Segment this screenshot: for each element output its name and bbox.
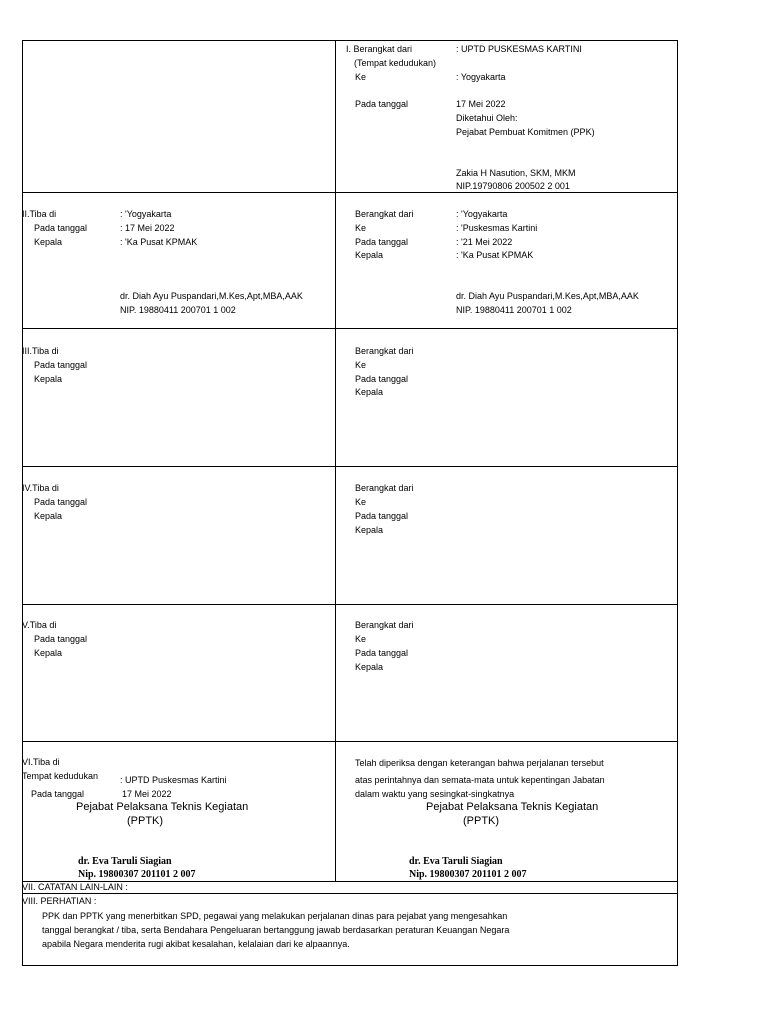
- section-divider: [22, 328, 678, 329]
- label-departure-from: Berangkat dari: [355, 483, 414, 493]
- label-date: Pada tanggal: [355, 237, 409, 247]
- label-head: Kepala: [34, 511, 63, 521]
- label-date: Pada tanggal: [355, 99, 409, 109]
- attention-text-line-2: tanggal berangkat / tiba, serta Bendahara Pengeluaran bertanggung jawab berdasarkan peraturan Keuangan Negara: [42, 925, 510, 935]
- value-date: : 17 Mei 2022: [120, 223, 175, 233]
- official-title: Pejabat Pelaksana Teknis Kegiatan: [76, 801, 249, 813]
- label-to: Ke: [355, 223, 367, 233]
- verification-text-line-2: atas perintahnya dan semata-mata untuk kepentingan Jabatan: [355, 775, 605, 785]
- label-head: Kepala: [34, 237, 63, 247]
- verification-text-line-3: dalam waktu yang sesingkat-singkatnya: [355, 789, 515, 799]
- label-home-base: (Tempat kedudukan): [354, 58, 437, 68]
- label-arrive-at: V.Tiba di: [22, 620, 57, 630]
- attention-text-line-3: apabila Negara menderita rugi akibat kesalahan, kelalaian dari ke alpaannya.: [42, 939, 350, 949]
- value-departure-from: : 'Yogyakarta: [456, 209, 508, 219]
- label-departure-from: I. Berangkat dari: [346, 44, 413, 54]
- label-date: Pada tanggal: [34, 223, 88, 233]
- label-departure-from: Berangkat dari: [355, 620, 414, 630]
- label-to: Ke: [355, 360, 367, 370]
- official-name: dr. Eva Taruli Siagian: [409, 856, 503, 867]
- section-divider: [22, 466, 678, 467]
- official-name: dr. Eva Taruli Siagian: [78, 856, 172, 867]
- value-head: : 'Ka Pusat KPMAK: [120, 237, 198, 247]
- official-nip: Nip. 19800307 201101 2 007: [78, 869, 196, 880]
- label-head: Kepala: [355, 250, 384, 260]
- label-home-base: Tempat kedudukan: [22, 771, 99, 781]
- attention-text-line-1: PPK dan PPTK yang menerbitkan SPD, pegawai yang melakukan perjalanan dinas para pejabat yang mengesahkan: [42, 911, 508, 921]
- official-title: Pejabat Pembuat Komitmen (PPK): [456, 127, 595, 137]
- other-notes-title: VII. CATATAN LAIN-LAIN :: [22, 882, 128, 892]
- section-divider: [22, 604, 678, 605]
- official-title-abbr: (PPTK): [127, 815, 164, 827]
- signatory-name: dr. Diah Ayu Puspandari,M.Kes,Apt,MBA,AAK: [456, 291, 639, 301]
- label-head: Kepala: [355, 662, 384, 672]
- value-date: 17 Mei 2022: [122, 789, 172, 799]
- label-departure-from: Berangkat dari: [355, 209, 414, 219]
- label-arrive-at: III.Tiba di: [22, 346, 59, 356]
- label-departure-from: Berangkat dari: [355, 346, 414, 356]
- value-date: : '21 Mei 2022: [456, 237, 513, 247]
- section-divider: [22, 893, 678, 894]
- label-arrive-at: IV.Tiba di: [22, 483, 59, 493]
- section-divider: [22, 192, 678, 193]
- label-head: Kepala: [34, 374, 63, 384]
- signatory-name: dr. Diah Ayu Puspandari,M.Kes,Apt,MBA,AAK: [120, 291, 303, 301]
- label-head: Kepala: [34, 648, 63, 658]
- label-date: Pada tanggal: [31, 789, 85, 799]
- column-divider: [335, 40, 336, 881]
- label-head: Kepala: [355, 525, 384, 535]
- value-to: : 'Puskesmas Kartini: [456, 223, 538, 233]
- official-nip: Nip. 19800307 201101 2 007: [409, 869, 527, 880]
- label-arrive-at: VI.Tiba di: [22, 757, 60, 767]
- value-to: : Yogyakarta: [456, 72, 506, 82]
- known-by-label: Diketahui Oleh:: [456, 113, 518, 123]
- document-frame: [22, 40, 678, 966]
- label-date: Pada tanggal: [34, 497, 88, 507]
- attention-title: VIII. PERHATIAN :: [22, 896, 97, 906]
- signatory-nip: NIP. 19880411 200701 1 002: [120, 305, 236, 315]
- label-to: Ke: [355, 72, 367, 82]
- label-date: Pada tanggal: [34, 360, 88, 370]
- official-name: Zakia H Nasution, SKM, MKM: [456, 168, 576, 178]
- value-head: : 'Ka Pusat KPMAK: [456, 250, 534, 260]
- label-date: Pada tanggal: [355, 374, 409, 384]
- label-to: Ke: [355, 634, 367, 644]
- label-date: Pada tanggal: [355, 648, 409, 658]
- label-date: Pada tanggal: [355, 511, 409, 521]
- value-home-base: : UPTD Puskesmas Kartini: [120, 775, 227, 785]
- value-arrive-at: : 'Yogyakarta: [120, 209, 172, 219]
- label-arrive-at: II.Tiba di: [22, 209, 57, 219]
- label-to: Ke: [355, 497, 367, 507]
- value-departure-from: : UPTD PUSKESMAS KARTINI: [456, 44, 582, 54]
- official-nip: NIP.19790806 200502 2 001: [456, 181, 570, 191]
- label-date: Pada tanggal: [34, 634, 88, 644]
- section-divider: [22, 741, 678, 742]
- official-title-abbr: (PPTK): [463, 815, 500, 827]
- verification-text-line-1: Telah diperiksa dengan keterangan bahwa perjalanan tersebut: [355, 758, 604, 768]
- label-head: Kepala: [355, 387, 384, 397]
- signatory-nip: NIP. 19880411 200701 1 002: [456, 305, 572, 315]
- official-title: Pejabat Pelaksana Teknis Kegiatan: [426, 801, 599, 813]
- value-date: 17 Mei 2022: [456, 99, 506, 109]
